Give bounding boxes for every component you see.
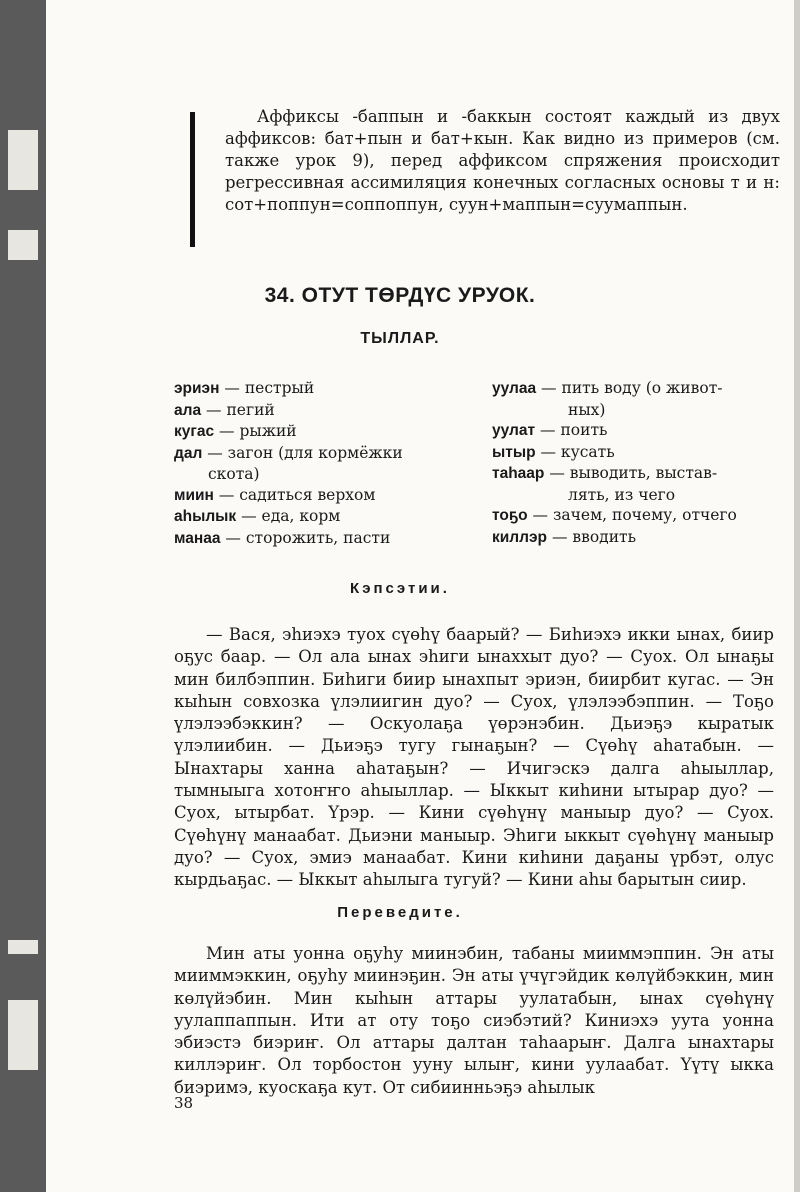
translate-heading: Переведите. (337, 904, 463, 921)
lesson-title: 34. ОТУТ ТӨРДҮС УРУОК. (264, 284, 536, 307)
vocab-entry: таһаар — выводить, выстав- лять, из чего (492, 463, 776, 505)
vocab-term: ала (174, 401, 202, 419)
vocab-translation: сторожить, пасти (245, 528, 391, 547)
vocab-term: кугас (174, 423, 215, 440)
vocab-translation: еда, корм (261, 507, 341, 525)
vocab-entry: миин — садиться верхом (174, 485, 376, 504)
vocab-translation: пегий (226, 400, 275, 419)
vocab-translation: выводить, выстав- (569, 464, 718, 482)
vocab-entry: ала — пегий (174, 400, 275, 419)
vocab-term: эриэн (174, 380, 220, 397)
vocab-entry: эриэн — пестрый (174, 379, 315, 397)
vocab-entry: манаа — сторожить, пасти (174, 528, 391, 547)
vocabulary-heading: ТЫЛЛАР. (360, 330, 440, 347)
vocab-term: аһылык (174, 508, 237, 525)
edge-mark (8, 940, 38, 954)
conversation-heading: Кэпсэтии. (350, 580, 450, 597)
conversation-text: — Вася, эһиэхэ туох сүөһү баарый? — Биһиэхэ икки ынах, биир оҕус баар. — Ол ала ынах эһиги ынаххыт дуо? — Суох. Ол ынаҕы мин билбэппин. Биһиги биир ынахпыт эриэн, биирбит кугас. — Эн кыһын совхозка үлэлиигин дуо? — Суох, үлэлээбэппин. — Тоҕо үлэлээбэккин? — Оскуолаҕа үөрэнэбин. Дьиэҕэ кыратык үлэлиибин. — Дьиэҕэ тугу гынаҕын? — Сүөһү аһатабын. — Ынахтары ханна аһатаҕын? — Ичигэскэ далга аһыыллар, тымныыга хотоҥҥо аһыыллар. — Ыккыт киһини ытырар дуо? — Суох, ытырбат. Үрэр. — Кини сүөһүнү маныыр дуо? — Суох. Сүөһүнү манаабат. Дьиэни маныыр. Эһиги ыккыт сүөһүнү маныыр дуо? — Суох, эмиэ манаабат. Кини киһини даҕаны үрбэт, олус кырдьаҕас. — Ыккыт аһылыга тугуй? — Кини аһы барытын сиир. (174, 625, 774, 890)
vocabulary-left-column (174, 378, 470, 549)
vocab-translation-continued: скота) (208, 465, 260, 483)
vocab-term: тоҕо (492, 507, 528, 524)
vocab-term: киллэр (492, 528, 548, 546)
conversation-section (174, 624, 774, 892)
vocab-translation-continued: ных) (568, 400, 606, 419)
vocab-translation: зачем, почему, отчего (552, 506, 737, 524)
vocab-entry: киллэр — вводить (492, 527, 637, 546)
vocab-entry: уулат — поить (492, 421, 608, 439)
vocab-term: миин (174, 486, 214, 504)
vocab-translation-continued: лять, из чего (568, 485, 676, 504)
vocab-entry: уулаа — пить воду (о живот- ных) (492, 378, 776, 420)
edge-mark (8, 130, 38, 190)
vocab-entry: ытыр — кусать (492, 442, 615, 461)
vocab-translation: рыжий (239, 422, 297, 440)
vocabulary-right-column (492, 378, 776, 548)
vocab-entry: тоҕо — зачем, почему, отчего (492, 506, 737, 524)
translate-text: Мин аты уонна оҕуһу миинэбин, табаны мииммэппин. Эн аты мииммэккин, оҕуһу миинэҕин. Эн аты үчүгэйдик көлүйбэккин, мин көлүйэбин. Мин кыһын аттары уулатабын, ынах сүөһүнү уулаппаппын. Ити ат оту тоҕо сиэбэтий? Киниэхэ уута уонна эбиэстэ биэриҥ. Ол аттары далтан таһаарыҥ. Далга ынахтары киллэриҥ. Ол торбостон ууну ылыҥ, кини уулаабат. Үүтү ыкка биэримэ, куоскаҕа кут. От сибиинньэҕэ аһылык (174, 944, 774, 1097)
vocab-translation: садиться верхом (239, 485, 376, 504)
vocab-translation: кусать (560, 442, 615, 461)
page-number: 38 (174, 1094, 194, 1112)
edge-mark (8, 1000, 38, 1070)
intro-paragraph (225, 106, 780, 216)
intro-text: Аффиксы -баппын и -баккын состоят каждый из двух аффиксов: бат+пын и бат+кын. Как видно из примеров (см. также урок 9), перед аффиксом спряжения происходит регрессивная ассимиляция конечных согласных основы т и н: сот+поппун=соппоппун, суун+маппын=суумаппын. (225, 107, 780, 214)
vocab-term: дал (174, 444, 203, 462)
vocab-term: ытыр (492, 443, 536, 461)
intro-margin-bar (190, 112, 195, 247)
vocab-entry: аһылык — еда, корм (174, 507, 341, 525)
vocab-term: уулат (492, 422, 536, 439)
vocab-term: манаа (174, 529, 221, 547)
vocab-translation: пестрый (244, 379, 315, 397)
vocab-entry: дал — загон (для кормёжки скота) (174, 443, 470, 485)
vocab-translation: пить воду (о живот- (561, 379, 723, 397)
vocab-translation: загон (для кормёжки (227, 443, 403, 462)
translate-section (174, 943, 774, 1099)
vocab-term: уулаа (492, 380, 537, 397)
edge-mark (8, 230, 38, 260)
vocab-translation: вводить (572, 527, 637, 546)
vocab-translation: поить (560, 421, 608, 439)
vocab-entry: кугас — рыжий (174, 422, 297, 440)
vocab-term: таһаар (492, 465, 545, 482)
